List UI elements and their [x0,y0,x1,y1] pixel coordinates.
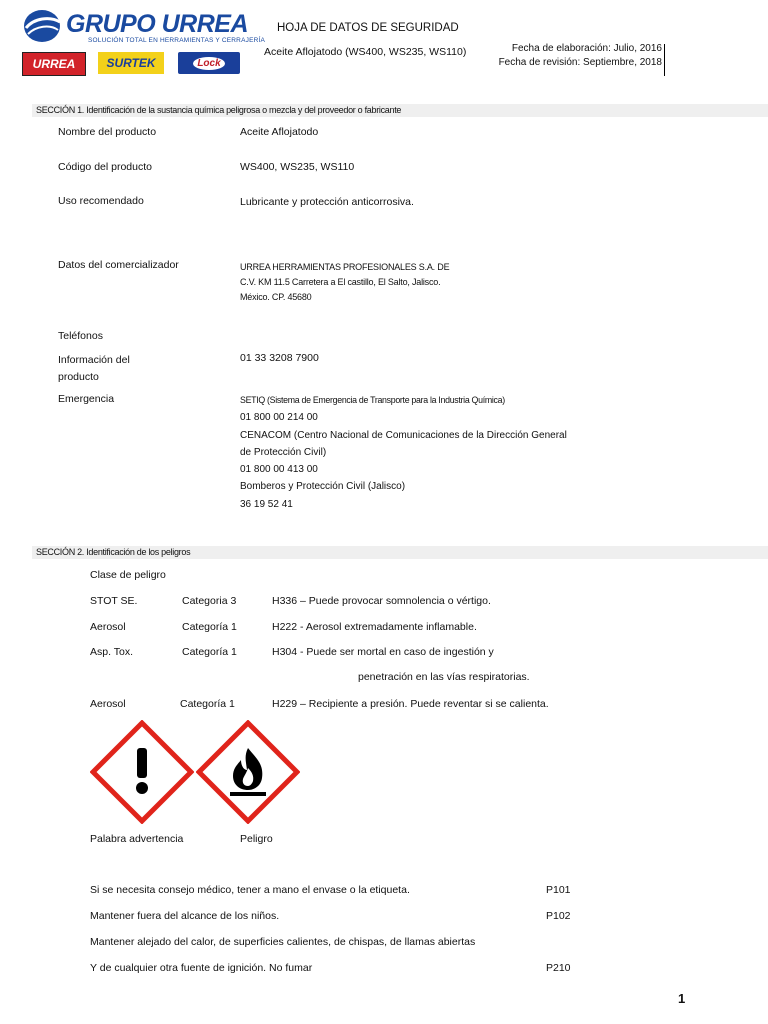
hazard-category: Categoría 1 [182,646,237,658]
hazard-statement: H229 – Recipiente a presión. Puede reventar si se calienta. [272,698,549,710]
date-created: Fecha de elaboración: Julio, 2016 [511,43,662,54]
label-distributor: Datos del comercializador [58,259,179,271]
logo-text: GRUPO URREA [66,10,249,38]
precaution-text: Mantener alejado del calor, de superficies calientes, de chispas, de llamas abiertas [90,936,476,948]
precaution-text: Mantener fuera del alcance de los niños. [90,910,280,922]
hazard-class: Aerosol [90,621,126,633]
precaution-code: P102 [546,910,571,922]
hazard-statement: H304 - Puede ser mortal en caso de ingestión y [272,646,494,658]
value-distributor: URREA HERRAMIENTAS PROFESIONALES S.A. DE C.V. KM 11.5 Carretera a El castillo, El Salto, Jalisco. México. CP. 45680 [240,262,450,302]
product-line: Aceite Aflojatodo (WS400, WS235, WS110) [264,46,467,58]
hazard-statement: H222 - Aerosol extremadamente inflamable. [272,621,477,633]
date-revised: Fecha de revisión: Septiembre, 2018 [498,57,662,68]
lock-brand-logo: Lock [178,52,240,74]
globe-icon [22,8,62,44]
precaution-code: P210 [546,962,571,974]
signal-word-label: Palabra advertencia [90,833,184,845]
hazard-class: Asp. Tox. [90,646,133,658]
precaution-text: Y de cualquier otra fuente de ignición. No fumar [90,962,313,974]
hazard-category: Categoría 1 [182,621,237,633]
page-number: 1 [678,991,686,1006]
logo-tagline: SOLUCIÓN TOTAL EN HERRAMIENTAS Y CERRAJERÍA [88,37,266,44]
signal-word: Peligro [240,833,273,845]
value-recommended-use: Lubricante y protección anticorrosiva. [240,196,414,208]
hazard-class: Aerosol [90,698,126,710]
precaution-text: Si se necesita consejo médico, tener a mano el envase o la etiqueta. [90,884,410,896]
grupo-urrea-logo [22,8,266,44]
hazard-class: STOT SE. [90,595,138,607]
label-phones: Teléfonos [58,330,103,342]
section-2-header: SECCIÓN 2. Identificación de los peligros [32,546,768,559]
hazard-statement-cont: penetración en las vías respiratorias. [358,671,530,683]
value-emergency: SETIQ (Sistema de Emergencia de Transporte para la Industria Química) 01 800 00 214 00 CENACOM (Centro Nacional de Comunicaciones de la Dirección General de Protección Civil) 01 800 00 413 00 Bomberos y Protección Civil (Jalisco) 36 19 52 41 [240,395,567,510]
label-product-code: Código del producto [58,161,152,173]
hazard-class-label: Clase de peligro [90,569,166,581]
value-product-name: Aceite Aflojatodo [240,126,319,138]
value-product-info-phone: 01 33 3208 7900 [240,352,319,364]
hazard-category: Categoría 1 [180,698,235,710]
label-recommended-use: Uso recomendado [58,195,144,207]
precaution-code: P101 [546,884,571,896]
flame-icon [196,720,300,824]
label-product-name: Nombre del producto [58,126,157,138]
urrea-brand-logo: URREA [22,52,86,76]
label-emergency: Emergencia [58,393,115,405]
hazard-category: Categoria 3 [182,595,237,607]
value-product-code: WS400, WS235, WS110 [240,161,355,173]
exclamation-mark-icon [90,720,194,824]
surtek-brand-logo: SURTEK [98,52,164,74]
hazard-statement: H336 – Puede provocar somnolencia o vértigo. [272,595,491,607]
header-rule [664,44,665,76]
document-title: HOJA DE DATOS DE SEGURIDAD [277,22,459,34]
section-1-header: SECCIÓN 1. Identificación de la sustancia química peligrosa o mezcla y del proveedor o fabricante [32,104,768,117]
label-product-info: Información del producto [58,354,130,383]
